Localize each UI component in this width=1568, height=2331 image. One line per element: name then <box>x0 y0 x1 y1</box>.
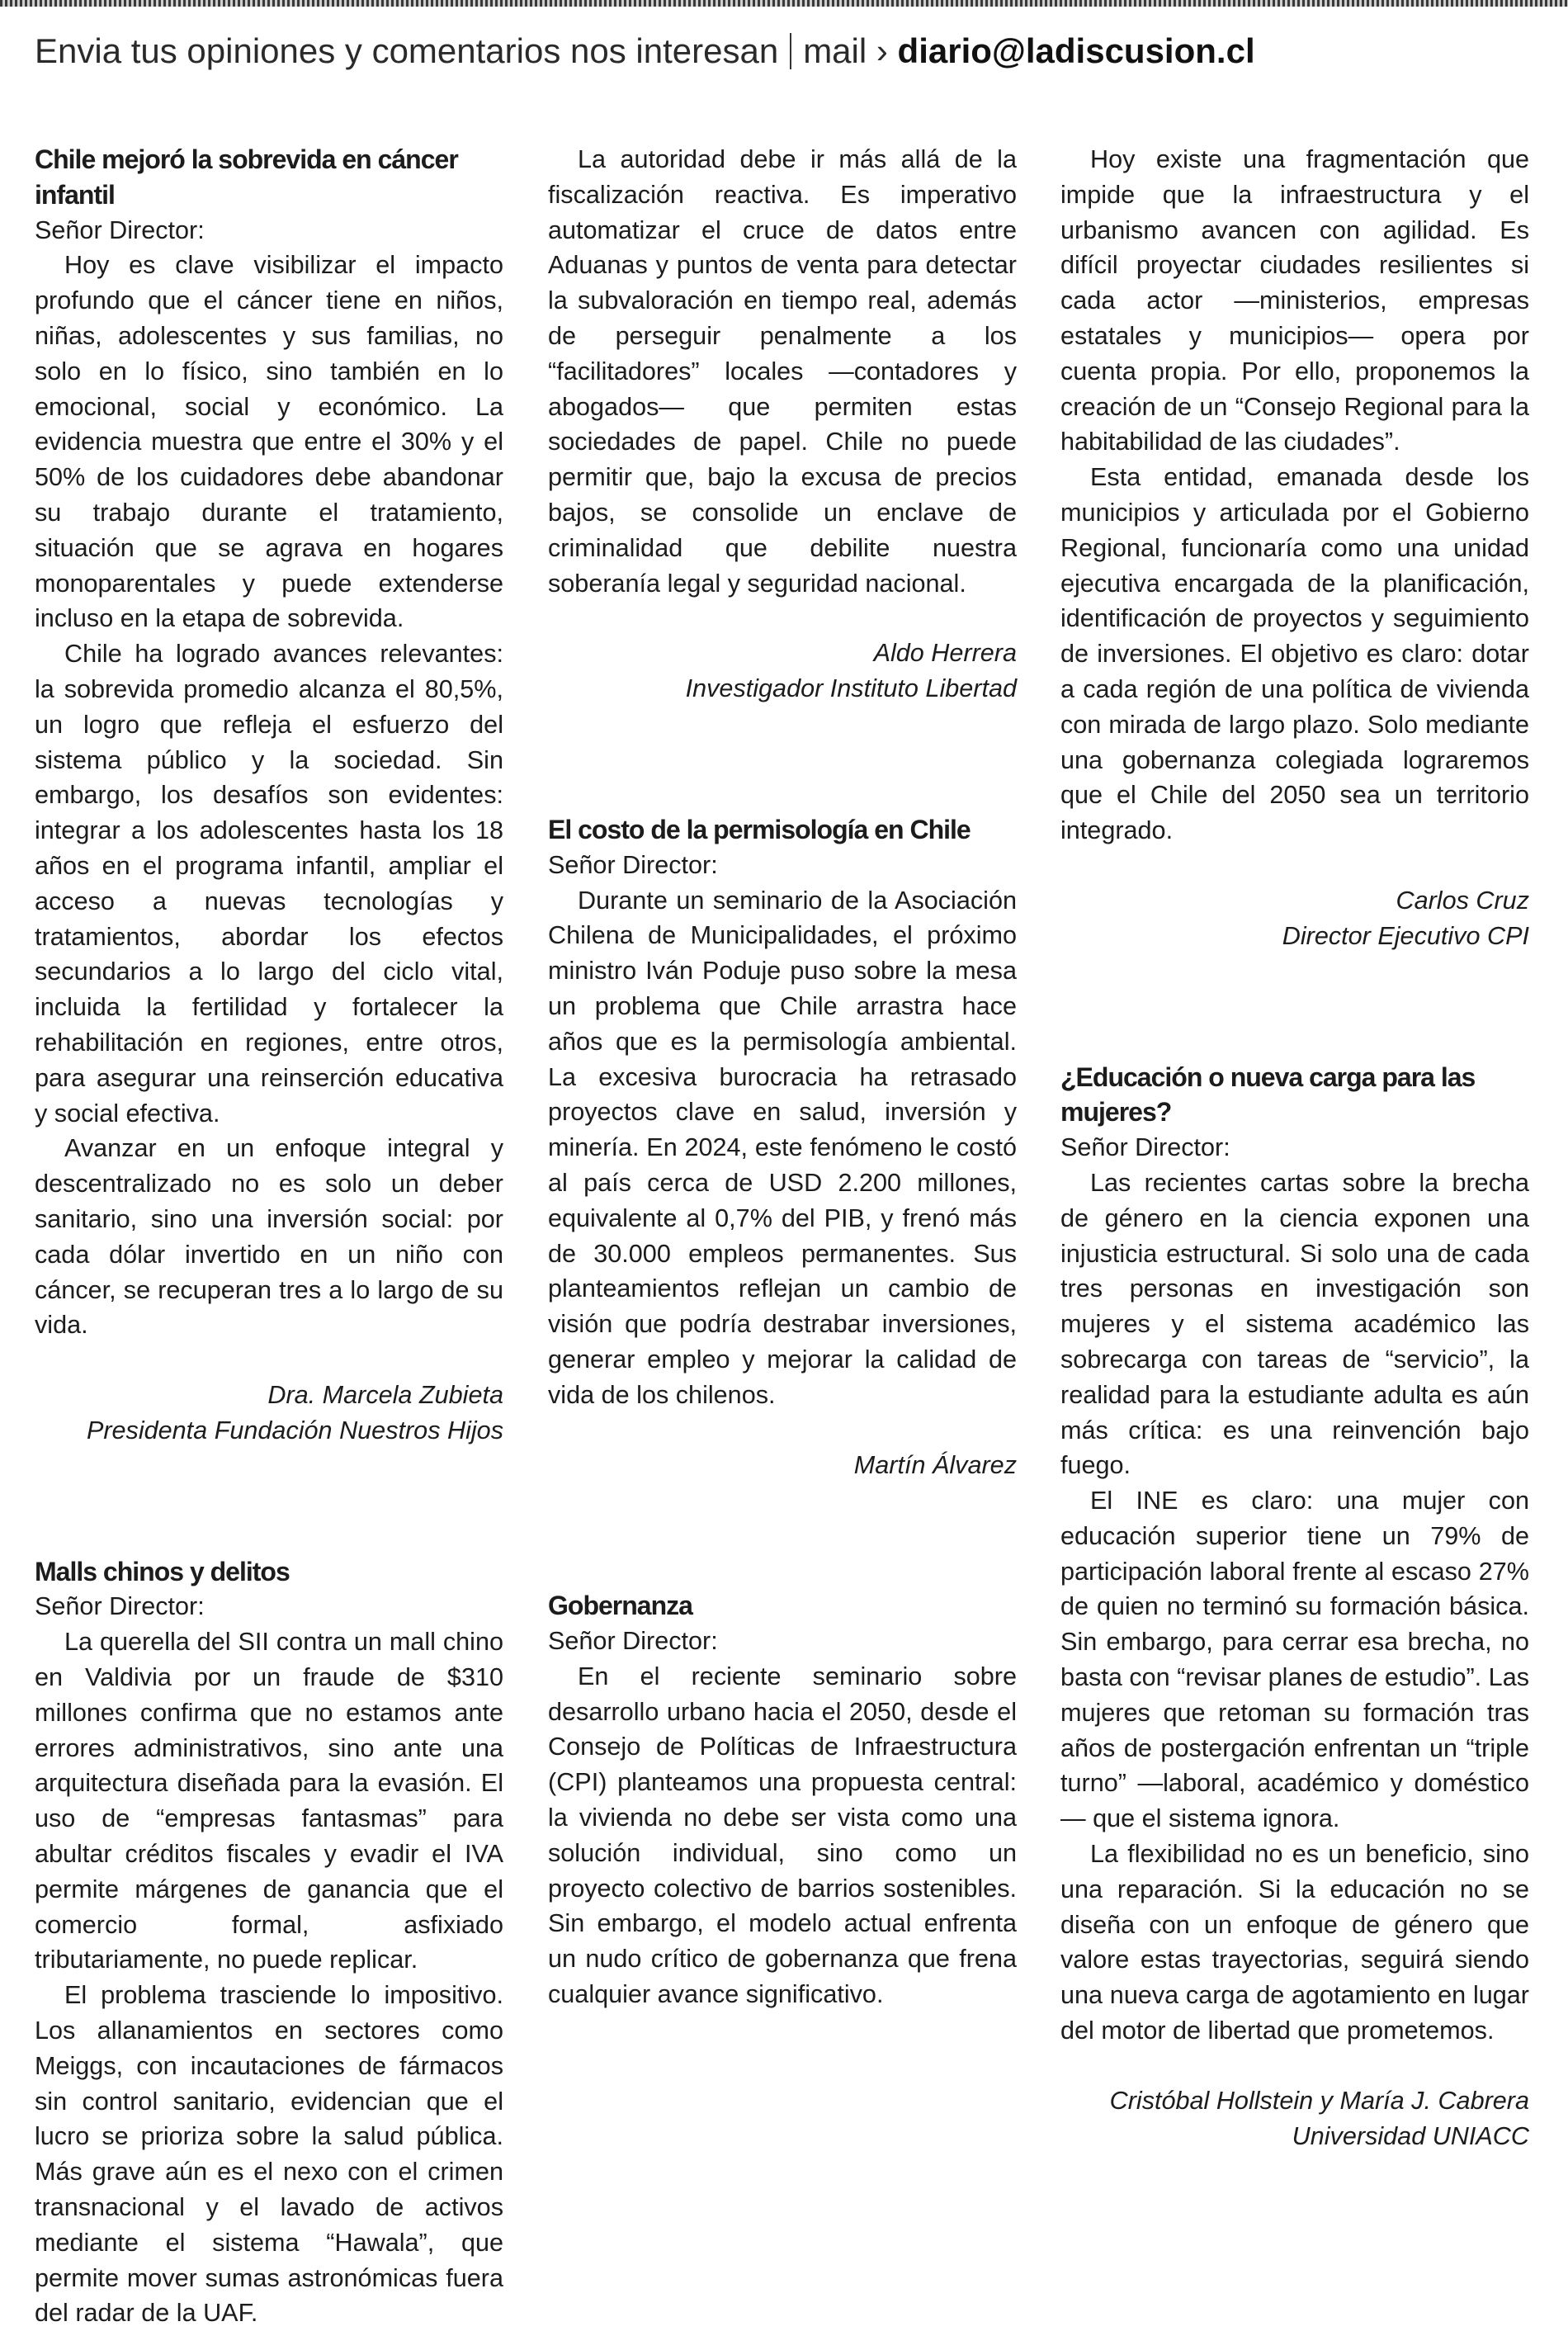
letter-paragraph: Las recientes cartas sobre la brecha de género en la ciencia exponen una injusticia estructural. Si solo una de cada tres personas en investigación son mujeres y el sistema académico las sobrecarga con tareas de “servicio”, la realidad para la estudiante adulta es aún más crítica: es una reinvención bajo fuego. <box>1060 1168 1529 1480</box>
letter-gobernanza <box>548 1588 1017 2012</box>
letter-salutation: Señor Director: <box>35 215 205 244</box>
column-1 <box>35 142 503 2331</box>
signature-name: Dra. Marcela Zubieta <box>267 1381 503 1410</box>
letter-paragraph: Chile ha logrado avances relevantes: la sobrevida promedio alcanza el 80,5%, un logro que refleja el esfuerzo del sistema público y la sociedad. Sin embargo, los desafíos son evidentes: integrar a los adolescentes hasta los 18 años en el programa infantil, ampliar el acceso a nuevas tecnologías y tratamientos, abordar los efectos secundarios a lo largo del ciclo vital, incluida la fertilidad y fortalecer la rehabilitación en regiones, entre otros, para asegurar una reinserción educativa y social efectiva. <box>35 640 503 1128</box>
letter-paragraph: En el reciente seminario sobre desarrollo urbano hacia el 2050, desde el Consejo de Políticas de Infraestructura (CPI) planteamos una propuesta central: la vivienda no debe ser vista como una solución individual, sino como un proyecto colectivo de barrios sostenibles. Sin embargo, el modelo actual enfrenta un nudo crítico de gobernanza que frena cualquier avance significativo. <box>548 1662 1017 2009</box>
letter-salutation: Señor Director: <box>1060 1133 1230 1162</box>
column-3 <box>1060 142 1529 2154</box>
letter-paragraph: El INE es claro: una mujer con educación superior tiene un 79% de participación laboral frente al escaso 27% de quien no terminó su formación básica. Sin embargo, para cerrar esa brecha, no basta con “revisar planes de estudio”. Las mujeres que retoman su formación tras años de postergación enfrentan un “triple turno” —laboral, académico y doméstico— que el sistema ignora. <box>1060 1487 1530 1833</box>
letter-paragraph: Avanzar en un enfoque integral y descentralizado no es solo un deber sanitario, sino una inversión social: por cada dólar invertido en un niño con cáncer, se recuperan tres a lo largo de su vida. <box>35 1134 503 1340</box>
letter-title: Gobernanza <box>548 1591 692 1621</box>
signature-name: Cristóbal Hollstein y María J. Cabrera <box>1109 2086 1529 2115</box>
signature-title: Universidad UNIACC <box>1292 2121 1529 2150</box>
letter-paragraph: La autoridad debe ir más allá de la fiscalización reactiva. Es imperativo automatizar el cruce de datos entre Aduanas y puntos de venta para detectar la subvaloración en tiempo real, además de perseguir penalmente a los “facilitadores” locales —contadores y abogados— que permiten estas sociedades de papel. Chile no puede permitir que, bajo la excusa de precios bajos, se consolide un enclave de criminalidad que debilite nuestra soberanía legal y seguridad nacional. <box>548 145 1017 598</box>
header-prompt: Envia tus opiniones y comentarios nos interesan <box>35 31 779 70</box>
letter-paragraph: Hoy existe una fragmentación que impide que la infraestructura y el urbanismo avancen con agilidad. Es difícil proyectar ciudades resilientes si cada actor —ministerios, empresas estatales y municipios— opera por cuenta propia. Por ello, proponemos la creación de un “Consejo Regional para la habitabilidad de las ciudades”. <box>1060 145 1529 456</box>
letter-malls-chinos-continued <box>548 142 1017 707</box>
letter-salutation: Señor Director: <box>548 850 718 879</box>
letter-permisologia <box>548 812 1017 1482</box>
letter-paragraph: La querella del SII contra un mall chino en Valdivia por un fraude de $310 millones confirma que no estamos ante errores administrativos, sino ante una arquitectura diseñada para la evasión. El uso de “empresas fantasmas” para abultar créditos fiscales y evadir el IVA permite márgenes de ganancia que el comercio formal, asfixiado tributariamente, no puede replicar. <box>35 1628 503 1974</box>
letter-paragraph: Durante un seminario de la Asociación Chilena de Municipalidades, el próximo ministro Iván Poduje puso sobre la mesa un problema que Chile arrastra hace años que es la permisología ambiental. La excesiva burocracia ha retrasado proyectos clave en salud, inversión y minería. En 2024, este fenómeno le costó al país cerca de USD 2.200 millones, equivalente al 0,7% del PIB, y frenó más de 30.000 empleos permanentes. Sus planteamientos reflejan un cambio de visión que podría destrabar inversiones, generar empleo y mejorar la calidad de vida de los chilenos. <box>548 886 1017 1409</box>
column-2 <box>548 142 1017 2012</box>
letter-salutation: Señor Director: <box>548 1627 718 1656</box>
letter-paragraph: Hoy es clave visibilizar el impacto profundo que el cáncer tiene en niños, niñas, adolescentes y sus familias, no solo en lo físico, sino también en lo emocional, social y económico. La evidencia muestra que entre el 30% y el 50% de los cuidadores debe abandonar su trabajo durante el tratamiento, situación que se agrava en hogares monoparentales y puede extenderse incluso en la etapa de sobrevida. <box>35 251 503 633</box>
signature-title: Director Ejecutivo CPI <box>1282 921 1529 950</box>
contact-header <box>35 28 1537 74</box>
letter-malls-chinos <box>35 1554 503 2331</box>
header-separator <box>790 33 791 69</box>
letter-title: Chile mejoró la sobrevida en cáncer infantil <box>35 144 458 210</box>
letter-educacion-mujeres <box>1060 1060 1529 2154</box>
signature-name: Aldo Herrera <box>873 639 1017 668</box>
top-rule <box>0 0 1568 7</box>
header-mail-label: mail <box>803 31 867 70</box>
letter-paragraph: El problema trasciende lo impositivo. Los allanamientos en sectores como Meiggs, con incautaciones de fármacos sin control sanitario, evidencian que el lucro se prioriza sobre la salud pública. Más grave aún es el nexo con el crimen transnacional y el lavado de activos mediante el sistema “Hawala”, que permite mover sumas astronómicas fuera del radar de la UAF. <box>35 1981 503 2328</box>
letter-paragraph: Esta entidad, emanada desde los municipios y articulada por el Gobierno Regional, funcionaría como una unidad ejecutiva encargada de la planificación, identificación de proyectos y seguimiento de inversiones. El objetivo es claro: dotar a cada región de una política de vivienda con mirada de largo plazo. Solo mediante una gobernanza colegiada lograremos que el Chile del 2050 sea un territorio integrado. <box>1060 463 1529 845</box>
letter-cancer-infantil <box>35 142 503 1449</box>
header-arrow: › <box>876 31 888 70</box>
letter-title: Malls chinos y delitos <box>35 1556 290 1586</box>
signature-name: Carlos Cruz <box>1396 886 1529 915</box>
letter-paragraph: La flexibilidad no es un beneficio, sino una reparación. Si la educación no se diseña con un enfoque de género que valore estas trayectorias, seguirá siendo una nueva carga de agotamiento en lugar del motor de libertad que prometemos. <box>1060 1840 1529 2045</box>
letter-gobernanza-continued <box>1060 142 1529 954</box>
signature-title: Presidenta Fundación Nuestros Hijos <box>86 1416 503 1444</box>
letter-salutation: Señor Director: <box>35 1592 205 1621</box>
letter-title: El costo de la permisología en Chile <box>548 814 971 844</box>
signature-name: Martín Álvarez <box>853 1450 1017 1479</box>
signature-title: Investigador Instituto Libertad <box>685 674 1017 703</box>
header-email-link[interactable]: diario@ladiscusion.cl <box>897 31 1255 70</box>
letter-title: ¿Educación o nueva carga para las mujeres? <box>1060 1061 1476 1128</box>
